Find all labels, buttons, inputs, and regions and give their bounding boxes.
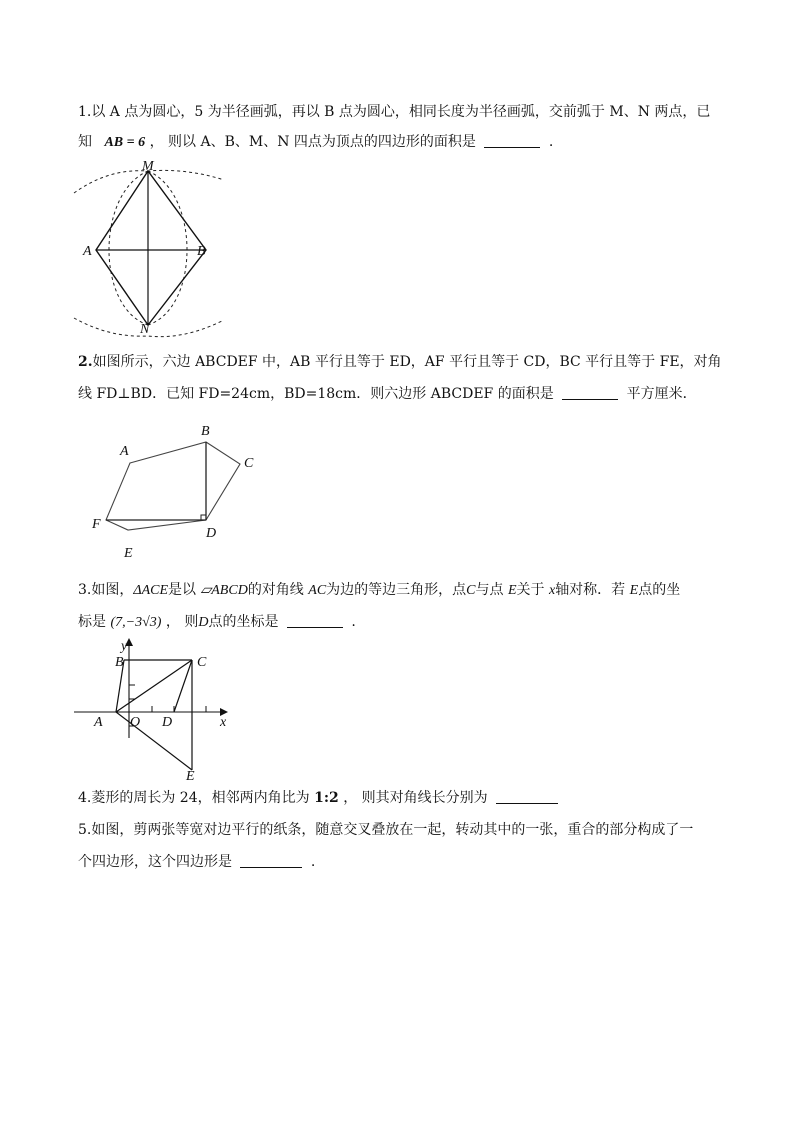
q3-label-y: y [121, 639, 128, 654]
q3-figure [74, 638, 234, 783]
q3-label-a: A [94, 715, 103, 730]
q1-left-arc [109, 171, 148, 325]
q1-line2-end: . [548, 134, 554, 150]
q5-line2-end: . [310, 854, 316, 870]
q3-text-6: 关于 [516, 582, 545, 598]
q3-ac: AC [308, 583, 327, 598]
q3-parallelogram: ▱ABCD [200, 583, 248, 598]
q3-text-5: 与点 [475, 582, 504, 598]
q2-label-b: B [201, 424, 210, 439]
q5-line2-text: 个四边形，这个四边形是 [78, 854, 232, 870]
q5-line2 [78, 852, 315, 872]
q2-number: 2. [78, 354, 93, 370]
q1-right-arc [148, 171, 187, 325]
q1-line2-text: ， 则以 A、B、M、N 四点为顶点的四边形的面积是 [149, 134, 476, 150]
q4-answer-blank [496, 789, 558, 804]
q1-line2-lead: 知 [78, 134, 92, 150]
q3-text-4: 为边的等边三角形，点 [326, 582, 467, 598]
q3-coordinate: (7,−3√3) [110, 615, 162, 630]
q2-answer-blank [562, 385, 618, 400]
q3-d: D [198, 615, 209, 630]
q1-figure [74, 158, 234, 340]
q2-label-f: F [92, 517, 101, 532]
q3-label-x: x [220, 715, 227, 730]
q1-label-b: B [197, 244, 206, 259]
q1-line2 [78, 132, 553, 153]
q3-label-o: O [130, 715, 141, 730]
q2-line1 [78, 352, 722, 372]
q3-e2: E [629, 583, 639, 598]
q3-line2-text-3: 点的坐标是 [208, 614, 279, 630]
q3-label-b: B [115, 655, 124, 670]
q1-label-m: M [142, 159, 154, 174]
q3-text-3: 的对角线 [247, 582, 304, 598]
q2-right-angle [201, 515, 206, 520]
q3-text-1: 3.如图， [78, 582, 134, 598]
q3-c: C [466, 583, 476, 598]
q3-text-7: 轴对称．若 [555, 582, 626, 598]
q2-label-a: A [120, 444, 129, 459]
q3-label-c: C [197, 655, 207, 670]
q3-x: x [548, 583, 556, 598]
q3-text-2: 是以 [168, 582, 197, 598]
q1-answer-blank [484, 133, 540, 148]
q2-line2 [78, 384, 697, 404]
q5-answer-blank [240, 853, 302, 868]
q2-line2-text: 线 FD⊥BD．已知 FD=24cm，BD=18cm．则六边形 ABCDEF 的面积是 [78, 386, 554, 402]
q3-segment-ae [116, 712, 192, 770]
q3-e: E [507, 583, 517, 598]
q5-line1: 5.如图，剪两张等宽对边平行的纸条，随意交叉叠放在一起，转动其中的一张，重合的部分构成了一 [78, 822, 694, 838]
q3-line2-text-2: ， 则 [165, 614, 199, 630]
q1-label-a: A [83, 244, 92, 259]
q3-line1 [78, 580, 680, 601]
q1-equation: AB = 6 [104, 135, 146, 150]
q2-line2-unit: 平方厘米． [626, 386, 697, 402]
q3-line2-text-1: 标是 [78, 614, 106, 630]
q1-line1: 1.以 A 点为圆心，5 为半径画弧，再以 B 点为圆心，相同长度为半径画弧，交前弧于 M、N 两点，已 [78, 104, 711, 120]
q4-text-1: 4.菱形的周长为 24，相邻两内角比为 [78, 790, 310, 806]
q3-label-e: E [186, 769, 195, 784]
q3-label-d: D [162, 715, 173, 730]
q3-answer-blank [287, 613, 343, 628]
q3-segment-dc [174, 660, 192, 712]
q4-line [78, 788, 562, 808]
q2-label-e: E [124, 546, 133, 561]
q3-line2 [78, 612, 356, 633]
q4-text-2: ， 则其对角线长分别为 [343, 790, 488, 806]
q1-rhombus [96, 171, 206, 325]
q3-text-8: 点的坐 [638, 582, 681, 598]
q3-triangle: ΔACE [133, 583, 169, 598]
q2-line1-text: 如图所示，六边 ABCDEF 中，AB 平行且等于 ED，AF 平行且等于 CD，BC 平行且等于 FE，对角 [92, 354, 722, 370]
q2-label-c: C [244, 456, 254, 471]
q1-label-n: N [140, 322, 150, 337]
q3-segment-ac [116, 660, 192, 712]
q2-figure [88, 420, 268, 568]
q3-line2-end: . [351, 614, 356, 630]
q4-ratio: 1:2 [314, 790, 339, 806]
q2-label-d: D [206, 526, 217, 541]
